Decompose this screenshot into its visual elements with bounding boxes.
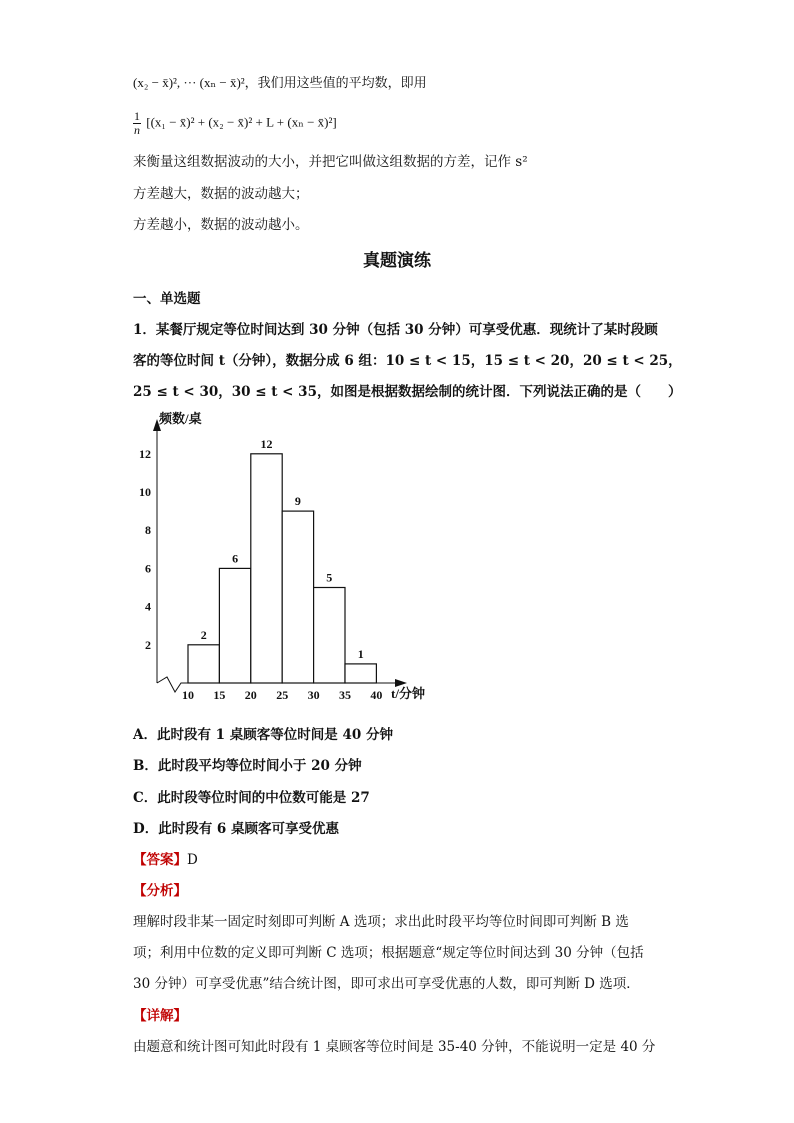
fraction-denominator: n	[134, 123, 140, 137]
x-axis-label: t/分钟	[391, 686, 425, 701]
analysis-line-3: 30 分钟）可享受优惠”结合统计图，即可求出可享受优惠的人数，即可判断 D 选项．	[133, 976, 640, 992]
bar-value-label: 6	[232, 551, 239, 566]
histogram-bar	[282, 511, 313, 683]
option-a: A．此时段有 1 桌顾客等位时间是 40 分钟	[133, 727, 393, 743]
x-tick-label: 20	[244, 688, 257, 702]
option-c: C．此时段等位时间的中位数可能是 27	[133, 790, 370, 806]
histogram-bar	[251, 454, 282, 683]
intro-line-1: (x₂ − x̄)², ··· (xₙ − x̄)²，我们用这些值的平均数，即用	[133, 75, 427, 90]
option-b: B．此时段平均等位时间小于 20 分钟	[133, 758, 362, 774]
x-tick-label: 10	[182, 688, 194, 702]
detail-line-1: 由题意和统计图可知此时段有 1 桌顾客等位时间是 35-40 分钟，不能说明一定是 40 分	[133, 1039, 656, 1055]
fraction-numerator: 1	[134, 109, 140, 123]
analysis-line-1: 理解时段非某一固定时刻即可判断 A 选项；求出此时段平均等位时间即可判断 B 选	[133, 914, 629, 930]
question-line-2: 客的等位时间 t（分钟），数据分成 6 组：10 ≤ t < 15，15 ≤ t < 20，20 ≤ t < 25，	[133, 353, 682, 369]
answer-tag: 【答案】	[133, 852, 187, 868]
x-tick-label: 40	[370, 688, 383, 702]
variance-formula: [(x₁ − x̄)² + (x₂ − x̄)² + L + (xₙ − x̄)²]	[146, 114, 337, 130]
y-tick-label: 2	[145, 637, 151, 652]
histogram-bar	[219, 568, 250, 683]
intro-line-5: 方差越小，数据的波动越小。	[133, 217, 309, 233]
histogram-chart	[130, 405, 430, 705]
subsection-heading: 一、单选题	[133, 291, 201, 307]
y-tick-label: 8	[145, 523, 151, 538]
y-tick-label: 6	[145, 561, 151, 576]
y-axis-label: 频数/桌	[159, 411, 202, 426]
option-d: D．此时段有 6 桌顾客可享受优惠	[133, 821, 339, 837]
bar-value-label: 5	[326, 570, 333, 585]
answer-line	[133, 848, 198, 868]
answer-value: D	[187, 852, 198, 868]
intro-formula-line	[133, 110, 337, 137]
x-tick-label: 30	[307, 688, 320, 702]
bar-value-label: 2	[200, 627, 207, 642]
intro-line-4: 方差越大，数据的波动越大；	[133, 186, 309, 202]
detail-tag: 【详解】	[133, 1008, 187, 1024]
bar-value-label: 12	[260, 436, 273, 451]
histogram-bar	[188, 645, 219, 683]
question-line-3: 25 ≤ t < 30，30 ≤ t < 35，如图是根据数据绘制的统计图．下列说法正确的是（ ）	[133, 384, 682, 400]
section-title: 真题演练	[363, 251, 431, 271]
analysis-tag: 【分析】	[133, 883, 187, 899]
histogram-bar	[345, 664, 376, 683]
bar-value-label: 9	[294, 494, 301, 509]
y-tick-label: 12	[139, 446, 151, 461]
fraction	[133, 110, 141, 137]
y-tick-label: 10	[139, 485, 151, 499]
question-line-1: 1．某餐厅规定等位时间达到 30 分钟（包括 30 分钟）可享受优惠．现统计了某时段顾	[133, 322, 658, 338]
x-tick-label: 25	[276, 688, 289, 702]
analysis-line-2: 项；利用中位数的定义即可判断 C 选项；根据题意“规定等位时间达到 30 分钟（包括	[133, 945, 644, 961]
x-tick-label: 35	[339, 688, 351, 702]
x-tick-label: 15	[213, 688, 226, 702]
y-tick-label: 4	[145, 599, 151, 614]
bar-value-label: 1	[357, 646, 364, 661]
intro-line-3: 来衡量这组数据波动的大小，并把它叫做这组数据的方差，记作 s²	[133, 154, 528, 170]
histogram-bar	[314, 588, 345, 684]
